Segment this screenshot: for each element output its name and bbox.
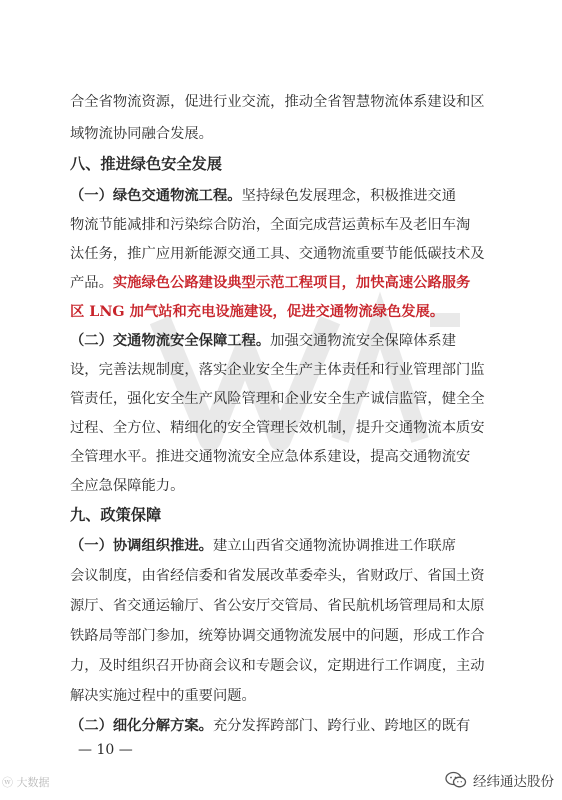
paragraph-line: 汰任务，推广应用新能源交通工具、交通物流重要节能低碳技术及: [70, 246, 485, 262]
paragraph-line: 设，完善法规制度，落实企业安全生产主体责任和行业管理部门监: [70, 362, 485, 378]
item-lead: （一）绿色交通物流工程。: [70, 188, 242, 204]
item-text: 充分发挥跨部门、跨行业、跨地区的既有: [212, 718, 471, 734]
item-text: 建立山西省交通物流协调推进工作联席: [212, 538, 457, 554]
page-number: — 10 —: [78, 742, 133, 758]
paragraph-line: 物流节能减排和污染综合防治，全面完成营运黄标车及老旧车淘: [70, 217, 471, 233]
paragraph-line: [70, 331, 500, 351]
paragraph-line: 全管理水平。推进交通物流安全应急体系建设，提高交通物流安: [70, 449, 471, 465]
wechat-icon: [445, 771, 467, 789]
item-lead: （二）细化分解方案。: [70, 718, 213, 734]
paragraph-line: 解决实施过程中的重要问题。: [70, 688, 256, 704]
account-name: 经纬通达股份: [473, 774, 554, 790]
paragraph-line: 管责任，强化安全生产风险管理和企业安全生产诚信监管，健全全: [70, 391, 485, 407]
highlighted-text: 实施绿色公路建设典型示范工程项目，加快高速公路服务: [112, 275, 471, 291]
paragraph-line: 合全省物流资源，促进行业交流，推动全省智慧物流体系建设和区: [70, 94, 485, 110]
footer-watermark: [2, 774, 50, 790]
paragraph-line: [70, 186, 500, 206]
section-heading-8: 八、推进绿色安全发展: [70, 155, 222, 173]
wechat-account[interactable]: [445, 770, 554, 790]
paragraph-line: [70, 716, 500, 736]
section-heading-9: 九、政策保障: [70, 506, 162, 524]
item-lead: （二）交通物流安全保障工程。: [70, 333, 271, 349]
paragraph-line: 域物流协同融合发展。: [70, 126, 213, 142]
footer-watermark-text: 大数据: [16, 776, 50, 789]
paragraph-line: [70, 273, 500, 293]
item-lead: （一）协调组织推进。: [70, 538, 213, 554]
item-text: 加强交通物流安全保障体系建: [270, 333, 457, 349]
paragraph-line: 过程、全方位、精细化的安全管理长效机制，提升交通物流本质安: [70, 420, 485, 436]
paragraph-line: 力，及时组织召开协商会议和专题会议，定期进行工作调度，主动: [70, 658, 485, 674]
item-text: 坚持绿色发展理念，积极推进交通: [241, 188, 457, 204]
paragraph-line: 会议制度，由省经信委和省发展改革委牵头，省财政厅、省国土资: [70, 568, 485, 584]
item-text: 产品。: [70, 275, 113, 291]
highlighted-line: 区 LNG 加气站和充电设施建设，促进交通物流绿色发展。: [70, 304, 445, 320]
paragraph-line: 全应急保障能力。: [70, 478, 185, 494]
paragraph-line: 源厅、省交通运输厅、省公安厅交管局、省民航机场管理局和太原: [70, 598, 485, 614]
paragraph-line: 铁路局等部门参加，统筹协调交通物流发展中的问题，形成工作合: [70, 628, 485, 644]
paragraph-line: [70, 536, 500, 556]
footer-bar: [0, 762, 562, 800]
weibo-icon: ⓦ: [2, 776, 13, 789]
